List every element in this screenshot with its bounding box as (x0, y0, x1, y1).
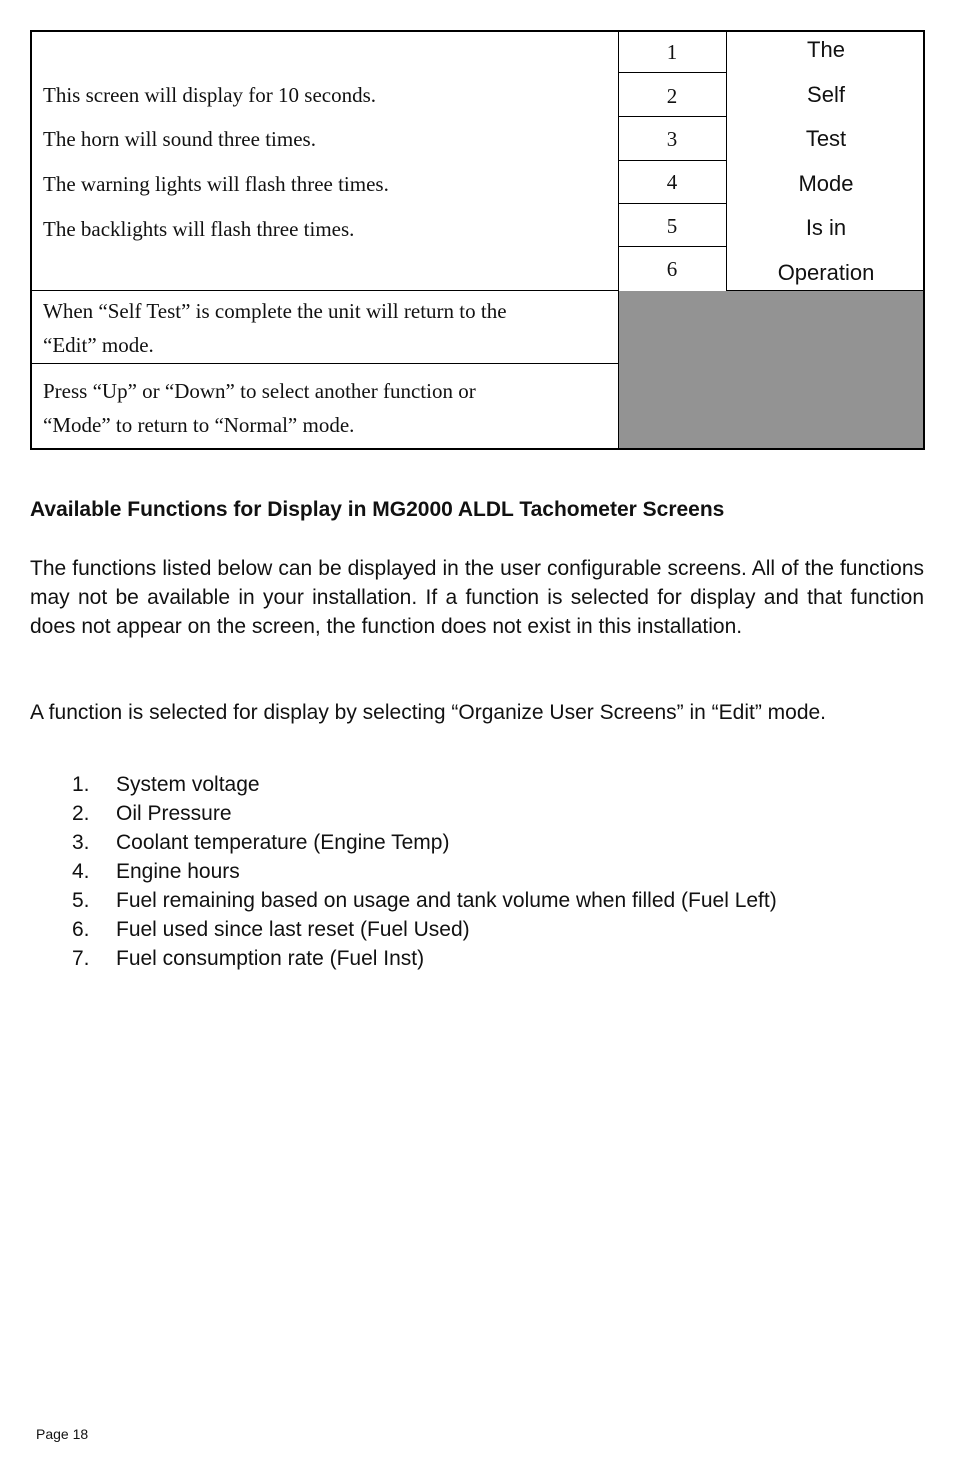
list-label: Fuel consumption rate (Fuel Inst) (116, 947, 425, 970)
screen-number: 3 (666, 127, 678, 151)
screen-number: 6 (666, 257, 678, 281)
list-label: Oil Pressure (116, 802, 232, 825)
mode-word: Is in (805, 215, 847, 240)
list-label: Fuel used since last reset (Fuel Used) (116, 918, 470, 941)
screen-number: 4 (666, 170, 678, 194)
complete-note-line: “Edit” mode. (43, 333, 154, 357)
shaded-empty-cell (619, 291, 925, 450)
navigate-note-line: Press “Up” or “Down” to select another function or (43, 379, 476, 403)
list-label: Fuel remaining based on usage and tank volume when filled (Fuel Left) (116, 889, 777, 912)
row-divider (618, 203, 727, 204)
row-divider (618, 160, 727, 161)
screen-number: 5 (666, 214, 678, 238)
mode-word: Self (807, 82, 845, 107)
table-border-left (30, 30, 32, 450)
list-label: System voltage (116, 773, 260, 796)
table-border-top (30, 30, 925, 32)
screen-number: 1 (666, 40, 678, 64)
list-number: 4. (72, 860, 90, 883)
instruction-text: The horn will sound three times. (43, 127, 316, 151)
complete-note-line: When “Self Test” is complete the unit will return to the (43, 299, 507, 323)
section-heading: Available Functions for Display in MG2000 ALDL Tachometer Screens (30, 498, 725, 521)
navigate-note-line: “Mode” to return to “Normal” mode. (43, 413, 355, 437)
paragraph: A function is selected for display by selecting “Organize User Screens” in “Edit” mode. (30, 701, 827, 724)
list-label: Coolant temperature (Engine Temp) (116, 831, 450, 854)
list-number: 6. (72, 918, 90, 941)
mode-word: Mode (798, 171, 854, 196)
paragraph: The functions listed below can be displayed in the user configurable screens. All of the functions may not be available in your installation. If a function is selected for display and that function does not appear on the screen, the function does not exist in this installation. (30, 557, 924, 638)
list-number: 5. (72, 889, 90, 912)
list-number: 2. (72, 802, 90, 825)
instruction-text: This screen will display for 10 seconds. (43, 83, 377, 107)
list-number: 7. (72, 947, 90, 970)
mode-word: The (807, 37, 845, 62)
row-divider (30, 363, 619, 364)
list-number: 1. (72, 773, 90, 796)
table-border-bottom (30, 448, 925, 450)
screen-number: 2 (666, 84, 678, 108)
row-divider (618, 72, 727, 73)
row-divider (618, 246, 727, 247)
instruction-text: The backlights will flash three times. (43, 217, 355, 241)
row-divider (726, 290, 925, 291)
self-test-table (30, 30, 925, 450)
row-divider (618, 116, 727, 117)
instruction-text: The warning lights will flash three times. (43, 172, 389, 196)
list-label: Engine hours (116, 860, 240, 883)
page-number: Page 18 (36, 1426, 89, 1442)
list-number: 3. (72, 831, 90, 854)
mode-word: Test (805, 126, 847, 151)
row-divider (30, 290, 619, 291)
mode-word: Operation (777, 260, 875, 285)
